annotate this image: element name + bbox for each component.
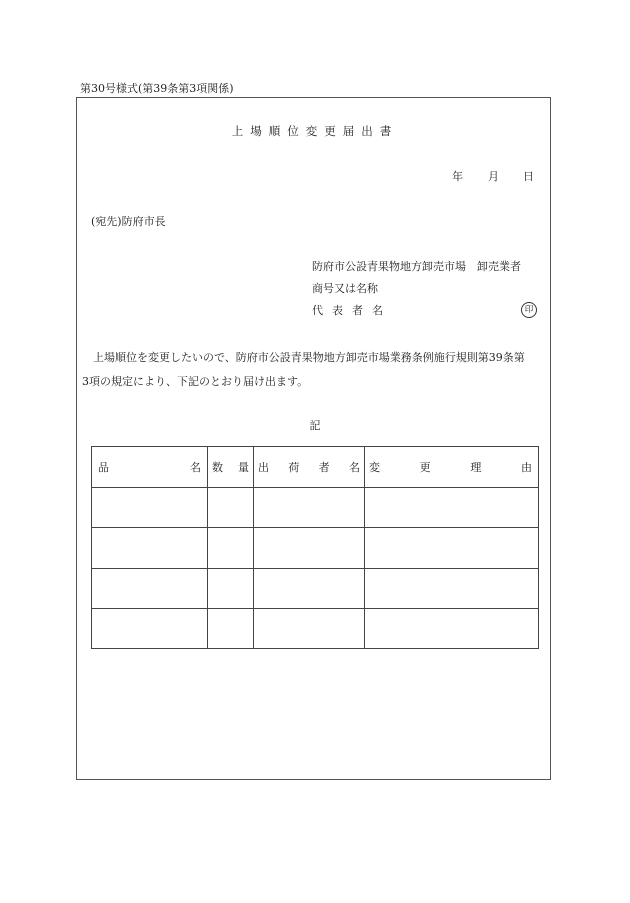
table-row — [92, 568, 539, 608]
header-item-name: 品 名 — [92, 447, 208, 488]
cell-change-reason[interactable] — [365, 608, 539, 648]
cell-quantity[interactable] — [208, 568, 254, 608]
cell-quantity[interactable] — [208, 488, 254, 528]
cell-quantity[interactable] — [208, 608, 254, 648]
cell-shipper-name[interactable] — [254, 608, 365, 648]
sender-market-line: 防府市公設青果物地方卸売市場 卸売業者 — [312, 260, 521, 273]
record-label: 記 — [309, 419, 321, 432]
cell-item-name[interactable] — [92, 488, 208, 528]
addressee: (宛先)防府市長 — [91, 215, 166, 228]
form-number: 第30号様式(第39条第3項関係) — [80, 82, 234, 95]
body-line-2: 3項の規定により、下記のとおり届け出ます。 — [82, 375, 309, 388]
header-quantity: 数 量 — [208, 447, 254, 488]
form-frame — [76, 97, 551, 780]
table-row — [92, 488, 539, 528]
body-line-1: 上場順位を変更したいので、防府市公設青果物地方卸売市場業務条例施行規則第39条第 — [93, 351, 525, 364]
header-shipper-name: 出 荷 者 名 — [254, 447, 365, 488]
cell-item-name[interactable] — [92, 568, 208, 608]
cell-shipper-name[interactable] — [254, 528, 365, 568]
sender-name-line: 商号又は名称 — [312, 282, 378, 295]
date-year-label: 年 — [452, 170, 463, 183]
body-text — [82, 346, 552, 394]
cell-item-name[interactable] — [92, 608, 208, 648]
document-title: 上場順位変更届出書 — [231, 124, 399, 138]
record-table — [91, 446, 539, 649]
cell-change-reason[interactable] — [365, 488, 539, 528]
table-row — [92, 608, 539, 648]
date-day-label: 日 — [523, 170, 534, 183]
cell-change-reason[interactable] — [365, 528, 539, 568]
cell-item-name[interactable] — [92, 528, 208, 568]
cell-shipper-name[interactable] — [254, 488, 365, 528]
cell-change-reason[interactable] — [365, 568, 539, 608]
cell-shipper-name[interactable] — [254, 568, 365, 608]
header-change-reason: 変 更 理 由 — [365, 447, 539, 488]
table-header-row — [92, 447, 539, 488]
seal-mark: 印 — [521, 302, 537, 318]
cell-quantity[interactable] — [208, 528, 254, 568]
table-row — [92, 528, 539, 568]
date-month-label: 月 — [488, 170, 499, 183]
sender-representative-line: 代表者名 — [312, 304, 392, 317]
